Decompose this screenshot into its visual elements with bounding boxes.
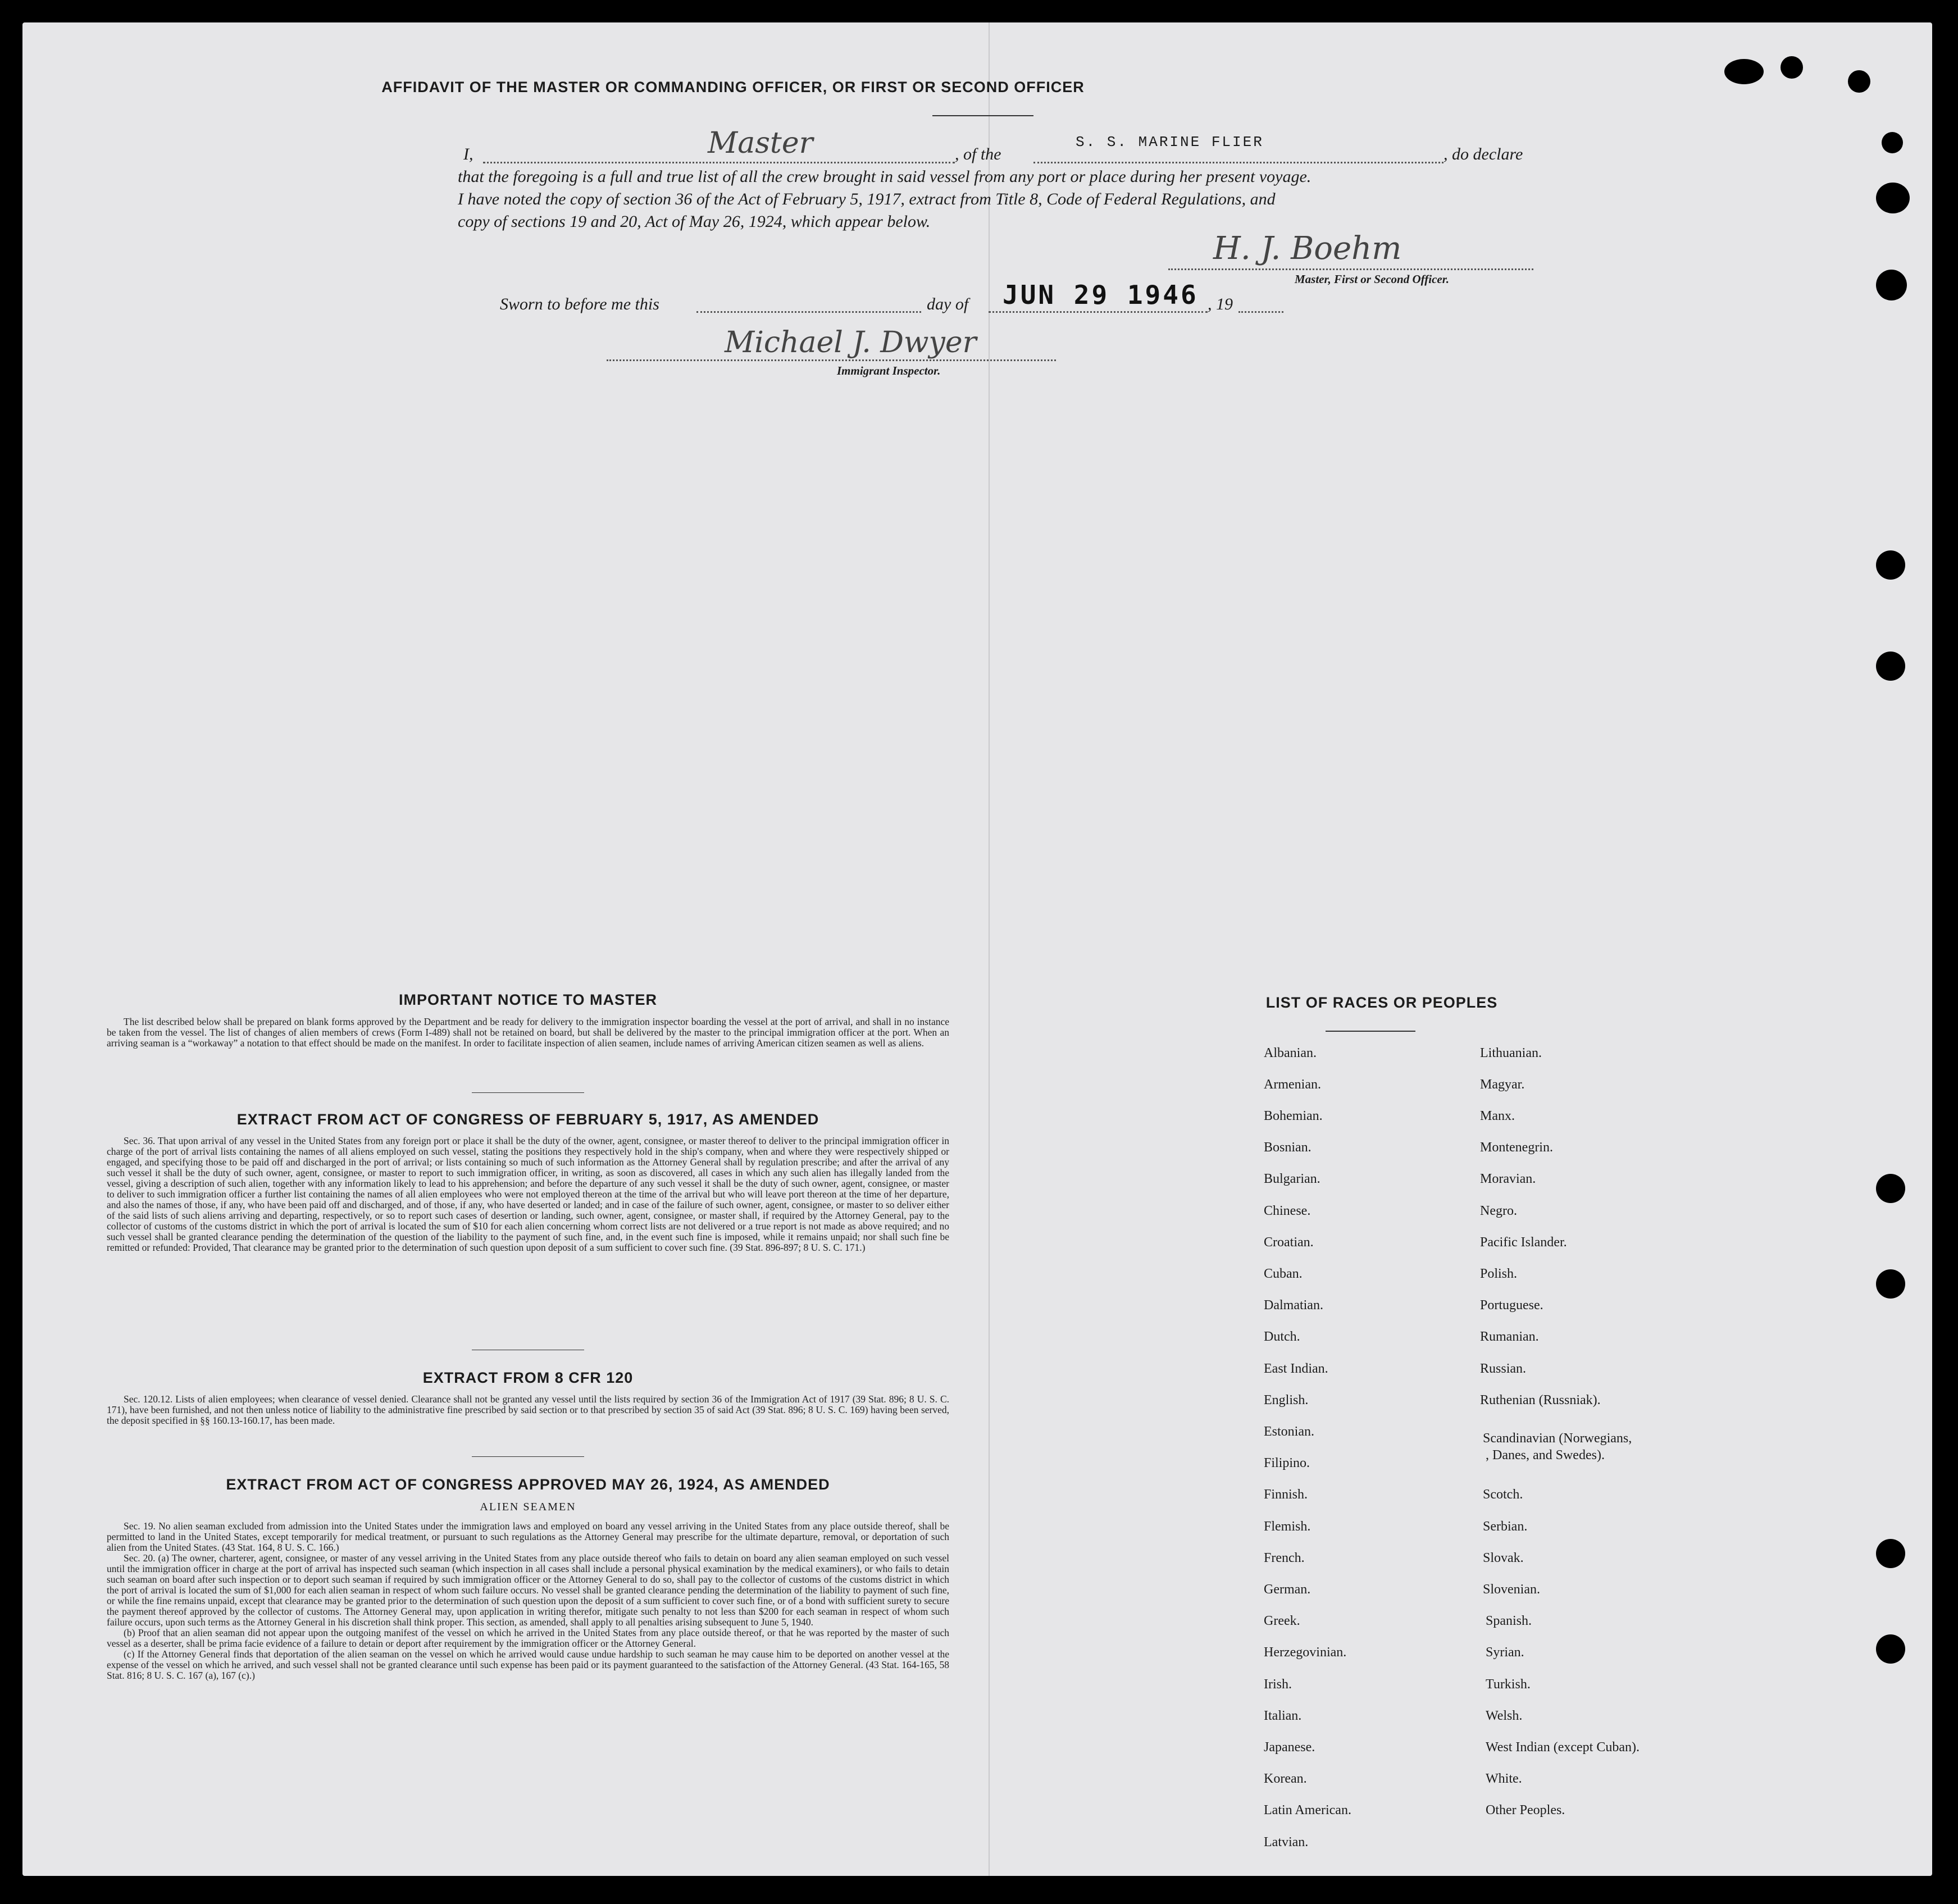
race-item: Lithuanian. bbox=[1480, 1046, 1542, 1060]
race-item: Slovenian. bbox=[1483, 1582, 1540, 1597]
race-item: Latin American. bbox=[1264, 1803, 1351, 1818]
race-item: Turkish. bbox=[1486, 1677, 1531, 1692]
extract-1924-sec20c: (c) If the Attorney General finds that deportation of the alien seaman on the vessel on which he arrived would cause undue hardship to such seaman he may cause him to be deported on another vessel at the expense of the vessel on which he arrived, and such vessel shall not be granted clearance until such expense has been paid or its payment guaranteed to the satisfaction of the Attorney General. (43 Stat. 164-165, 58 Stat. 816; 8 U. S. C. 167 (a), 167 (c).) bbox=[107, 1648, 949, 1681]
date-stamp: JUN 29 1946 bbox=[1003, 280, 1199, 310]
affidavit-line4: copy of sections 19 and 20, Act of May 26, 1924, which appear below. bbox=[458, 212, 931, 231]
affidavit-line2: that the foregoing is a full and true list of all the crew brought in said vessel from any port or place during her present voyage. bbox=[458, 167, 1312, 186]
punch-hole bbox=[1876, 550, 1905, 580]
race-item: Italian. bbox=[1264, 1709, 1302, 1723]
race-item: Russian. bbox=[1480, 1361, 1527, 1376]
title-rule bbox=[932, 115, 1033, 116]
race-item: Irish. bbox=[1264, 1677, 1292, 1692]
race-item: Moravian. bbox=[1480, 1172, 1536, 1186]
race-item: Scandinavian (Norwegians, bbox=[1483, 1431, 1632, 1446]
punch-hole bbox=[1876, 1269, 1905, 1299]
race-item: Portuguese. bbox=[1480, 1298, 1543, 1313]
race-item: Cuban. bbox=[1264, 1267, 1303, 1281]
race-item: Pacific Islander. bbox=[1480, 1235, 1567, 1250]
race-item: Armenian. bbox=[1264, 1077, 1321, 1092]
punch-hole bbox=[1876, 652, 1905, 681]
day-of-text: day of bbox=[927, 295, 969, 313]
section-rule bbox=[472, 1456, 584, 1457]
extract-1924-title: EXTRACT FROM ACT OF CONGRESS APPROVED MAY 26, 1924, AS AMENDED bbox=[226, 1476, 830, 1493]
race-item: Bohemian. bbox=[1264, 1109, 1323, 1123]
extract-1924-subtitle: ALIEN SEAMEN bbox=[480, 1501, 576, 1513]
race-item: Slovak. bbox=[1483, 1551, 1524, 1565]
race-item: Serbian. bbox=[1483, 1519, 1528, 1534]
race-item: , Danes, and Swedes). bbox=[1486, 1448, 1605, 1463]
extract-1917-title: EXTRACT FROM ACT OF CONGRESS OF FEBRUARY 5, 1917, AS AMENDED bbox=[236, 1111, 819, 1128]
sworn-year-blank bbox=[1238, 311, 1283, 313]
affidavit-line1-end: , do declare bbox=[1444, 145, 1523, 163]
year-suffix: , 19 bbox=[1208, 295, 1233, 313]
races-title-rule bbox=[1326, 1031, 1415, 1032]
punch-hole bbox=[1876, 1174, 1905, 1203]
name-blank bbox=[483, 162, 955, 163]
race-item: West Indian (except Cuban). bbox=[1486, 1740, 1640, 1755]
extract-8cfr-title: EXTRACT FROM 8 CFR 120 bbox=[422, 1369, 634, 1386]
section-rule bbox=[472, 1092, 584, 1093]
affidavit-line1-mid: , of the bbox=[955, 145, 1001, 163]
punch-hole bbox=[1876, 1634, 1905, 1664]
race-item: Manx. bbox=[1480, 1109, 1515, 1123]
race-item: Herzegovinian. bbox=[1264, 1645, 1347, 1660]
officer-caption: Master, First or Second Officer. bbox=[1295, 272, 1449, 286]
page-fold bbox=[989, 22, 990, 1876]
race-item: Filipino. bbox=[1264, 1456, 1310, 1470]
vessel-name: S. S. MARINE FLIER bbox=[1076, 134, 1264, 151]
extract-8cfr-paragraph: Sec. 120.12. Lists of alien employees; when clearance of vessel denied. Clearance shall not be granted any vessel until the lists required by section 36 of the Immigration Act of 1917 (39 Stat. 896; 8 U. S. C. 171), have been furnished, and not then unless notice of liability to the administrative fine prescribed by said section or to that prescribed by section 35 of said Act (39 Stat. 896; 8 U. S. C. 169) having been served, the deposit specified in §§ 160.13-160.17, has been made. bbox=[107, 1393, 949, 1426]
officer-signature-line bbox=[1168, 268, 1533, 270]
race-item: Korean. bbox=[1264, 1771, 1307, 1786]
extract-1924-text bbox=[107, 1521, 949, 1681]
race-item: Rumanian. bbox=[1480, 1329, 1539, 1344]
race-item: Greek. bbox=[1264, 1614, 1300, 1628]
notice-text bbox=[107, 1017, 949, 1049]
vessel-blank bbox=[1033, 162, 1444, 163]
extract-1917-paragraph: Sec. 36. That upon arrival of any vessel in the United States from any foreign port or place it shall be the duty of the owner, agent, consignee, or master thereof to deliver to the principal immigration officer in charge of the port of arrival lists containing the names of all aliens employed on such vessel, stating the positions they respectively hold in the ship's company, when and where they were respectively shipped or engaged, and specifying those to be paid off and discharged in the port of arrival; or lists containing so much of such information as the Attorney General shall by regulation prescribe; and after the arrival of any such vessel it shall be the duty of such owner, agent, consignee, or master to report to such immigration officer, in writing, as soon as discovered, all cases in which any such alien has illegally landed from the vessel, giving a description of such alien, together with any information likely to lead to his apprehension; and before the departure of any such vessel it shall be the duty of such owner, agent, consignee, or master to deliver to such immigration officer a further list containing the names of all alien employees who were not employed thereon at the time of the arrival but who will leave port thereon at the time of her departure, and also the names of those, if any, who have been paid off and discharged, and of those, if any, who have deserted or landed; and in case of the failure of such owner, agent, consignee, or master to so deliver either of the said lists of such aliens arriving and departing, respectively, or so to report such cases of desertion or landing, such owner, agent, consignee, or master shall, if required by the Attorney General, pay to the collector of customs of the customs district in which the port of arrival is located the sum of $10 for each alien concerning whom correct lists are not delivered or a true report is not made as above required; and no such vessel shall be granted clearance pending the determination of the question of the liability to the payment of such fine, and, in the event such fine is imposed, while it remains unpaid; nor shall such fine be remitted or refunded: Provided, That clearance may be granted prior to the determination of such question upon deposit of a sum sufficient to cover such fine. (39 Stat. 896-897; 8 U. S. C. 171.) bbox=[107, 1135, 949, 1253]
race-item: Bosnian. bbox=[1264, 1140, 1312, 1155]
race-item: Ruthenian (Russniak). bbox=[1480, 1393, 1601, 1407]
race-item: Estonian. bbox=[1264, 1424, 1314, 1439]
inspector-signature-line bbox=[607, 359, 1056, 361]
race-item: Dalmatian. bbox=[1264, 1298, 1323, 1313]
race-item: Negro. bbox=[1480, 1204, 1517, 1218]
race-item: Chinese. bbox=[1264, 1204, 1311, 1218]
notice-title: IMPORTANT NOTICE TO MASTER bbox=[399, 991, 657, 1008]
affidavit-title: AFFIDAVIT OF THE MASTER OR COMMANDING OFFICER, OR FIRST OR SECOND OFFICER bbox=[381, 79, 1085, 95]
extract-1924-sec20b: (b) Proof that an alien seaman did not appear upon the outgoing manifest of the vessel on which he arrived in the United States from any place outside thereof, or that he was reported by the master of such vessel as a deserter, shall be prima facie evidence of a failure to detain or deport after requirement by the immigration officer or the Attorney General. bbox=[107, 1627, 949, 1649]
race-item: Dutch. bbox=[1264, 1329, 1300, 1344]
races-title: LIST OF RACES OR PEOPLES bbox=[1265, 994, 1498, 1011]
race-item: Latvian. bbox=[1264, 1835, 1309, 1850]
punch-hole bbox=[1876, 183, 1910, 213]
race-item: Japanese. bbox=[1264, 1740, 1315, 1755]
race-item: Croatian. bbox=[1264, 1235, 1314, 1250]
race-item: Finnish. bbox=[1264, 1487, 1308, 1502]
race-item: English. bbox=[1264, 1393, 1309, 1407]
race-item: Scotch. bbox=[1483, 1487, 1523, 1502]
punch-hole bbox=[1724, 59, 1764, 84]
extract-8cfr-text bbox=[107, 1394, 949, 1426]
race-item: White. bbox=[1486, 1771, 1522, 1786]
race-item: Syrian. bbox=[1486, 1645, 1524, 1660]
race-item: Magyar. bbox=[1480, 1077, 1525, 1092]
punch-hole bbox=[1876, 270, 1907, 300]
punch-hole bbox=[1848, 70, 1870, 93]
handwritten-rank: Master bbox=[708, 126, 813, 160]
race-item: French. bbox=[1264, 1551, 1305, 1565]
sworn-month-blank bbox=[989, 311, 1208, 313]
inspector-caption: Immigrant Inspector. bbox=[837, 364, 941, 377]
officer-signature: H. J. Boehm bbox=[1213, 230, 1402, 267]
punch-hole bbox=[1781, 56, 1803, 79]
affidavit-line3: I have noted the copy of section 36 of the Act of February 5, 1917, extract from Title 8, Code of Federal Regulations, and bbox=[458, 190, 1276, 208]
extract-1924-sec20a: Sec. 20. (a) The owner, charterer, agent, consignee, or master of any vessel arriving in the United States from any place outside thereof who fails to detain on board any alien seaman employed on such vessel until the immigration officer in charge at the port of arrival has inspected such seaman (which inspection in all cases shall include a personal physical examination by the medical examiners), or who fails to detain such seaman on board after such inspection or to deport such seaman if required by such immigration officer or the Attorney General to do so, shall pay to the collector of customs of the customs district in which the port of arrival is located the sum of $1,000 for each alien seaman in respect of whom such failure occurs. No vessel shall be granted clearance pending the determination of the liability to payment of such fine, or while the fine remains unpaid, except that clearance may be granted prior to the determination of such question upon the deposit of a sum sufficient to cover such fine, or of a bond with sufficient surety to secure the payment thereof approved by the collector of customs. The Attorney General may, upon application in writing therefor, mitigate such penalty to not less than $200 for each seaman in respect of whom such failure occurs, upon such terms as the Attorney General in his discretion shall think proper. This section, as amended, shall apply to all penalties arising subsequent to June 5, 1940. bbox=[107, 1552, 949, 1628]
race-item: Flemish. bbox=[1264, 1519, 1311, 1534]
sworn-text: Sworn to before me this bbox=[500, 295, 659, 313]
extract-1917-text bbox=[107, 1136, 949, 1253]
punch-hole bbox=[1876, 1539, 1905, 1568]
race-item: Polish. bbox=[1480, 1267, 1518, 1281]
inspector-signature: Michael J. Dwyer bbox=[725, 326, 977, 359]
punch-hole bbox=[1882, 132, 1903, 153]
notice-paragraph: The list described below shall be prepared on blank forms approved by the Department and be ready for delivery to the immigration inspector boarding the vessel at the port of arrival, and shall in no instance be taken from the vessel. The list of changes of alien members of crews (Form I-489) shall not be retained on board, but shall be delivered by the master to the principal immigration officer at the port. When an arriving seaman is a “workaway” a notation to that effect should be made on the manifest. In order to facilitate inspection of alien seamen, include names of arriving American citizen seamen as well as aliens. bbox=[107, 1016, 949, 1049]
race-item: Albanian. bbox=[1264, 1046, 1317, 1060]
race-item: Spanish. bbox=[1486, 1614, 1532, 1628]
race-item: Bulgarian. bbox=[1264, 1172, 1320, 1186]
race-item: East Indian. bbox=[1264, 1361, 1328, 1376]
race-item: Welsh. bbox=[1486, 1709, 1523, 1723]
race-item: Montenegrin. bbox=[1480, 1140, 1553, 1155]
affidavit-line1-start: I, bbox=[463, 145, 473, 163]
form-page bbox=[22, 22, 1932, 1876]
race-item: German. bbox=[1264, 1582, 1311, 1597]
race-item: Other Peoples. bbox=[1486, 1803, 1565, 1818]
extract-1924-sec19: Sec. 19. No alien seaman excluded from admission into the United States under the immigration laws and employed on board any vessel arriving in the United States from any place outside thereof, shall be permitted to land in the United States, except temporarily for medical treatment, or pursuant to such regulations as the Attorney General may prescribe for the ultimate departure, removal, or deportation of such alien from the United States. (43 Stat. 164, 8 U. S. C. 166.) bbox=[107, 1520, 949, 1553]
sworn-day-blank bbox=[696, 311, 921, 313]
